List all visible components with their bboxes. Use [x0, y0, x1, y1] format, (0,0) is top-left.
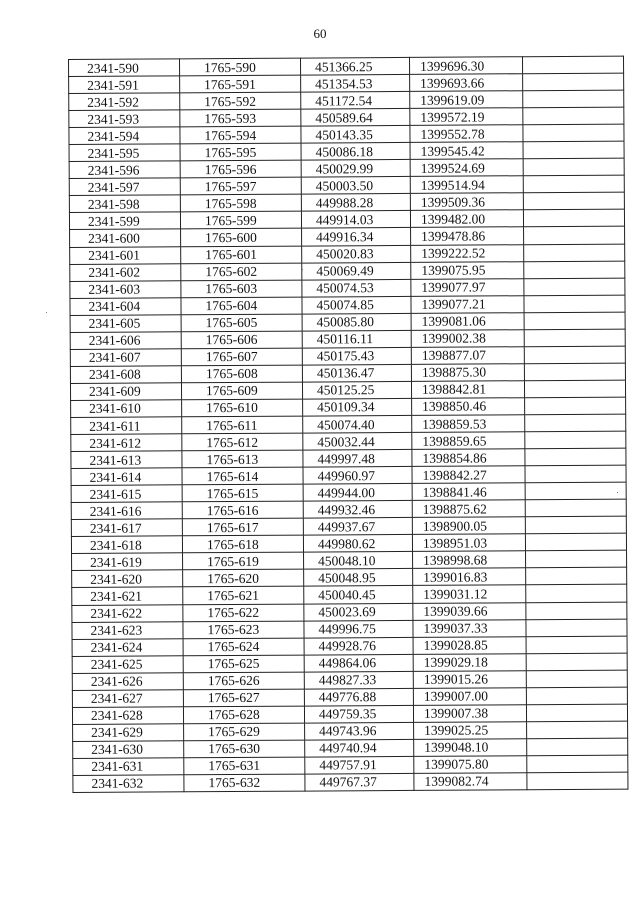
table-cell: 449864.06 — [304, 654, 413, 672]
table-cell — [526, 550, 627, 568]
table-cell — [524, 278, 625, 296]
table-cell — [525, 465, 626, 483]
table-cell: 2341-610 — [71, 400, 182, 418]
table-cell — [525, 448, 626, 466]
table-cell: 1399031.12 — [413, 585, 526, 603]
table-cell: 450175.43 — [302, 347, 411, 365]
table-cell: 1765-590 — [180, 58, 301, 76]
table-cell: 1765-626 — [183, 672, 304, 690]
table-cell: 1765-619 — [183, 552, 304, 570]
table-cell: 2341-628 — [72, 707, 183, 725]
scan-speck — [617, 492, 618, 493]
table-cell: 2341-613 — [71, 451, 182, 469]
table-cell: 1399478.86 — [411, 227, 524, 245]
table-cell: 1398842.81 — [411, 381, 524, 399]
table-cell: 2341-619 — [72, 553, 183, 571]
table-cell: 450125.25 — [302, 381, 411, 399]
table-cell: 451172.54 — [301, 92, 410, 110]
table-cell: 2341-620 — [72, 570, 183, 588]
table-cell: 1398859.65 — [412, 432, 525, 450]
table-cell: 1399025.25 — [414, 722, 527, 740]
table-cell: 1765-618 — [182, 535, 303, 553]
table-cell: 1765-607 — [181, 348, 302, 366]
table-cell — [525, 397, 626, 415]
table-cell — [522, 56, 623, 74]
table-cell: 2341-622 — [72, 604, 183, 622]
table-cell: 1399037.33 — [413, 619, 526, 637]
table-cell: 2341-594 — [69, 127, 180, 145]
table-cell: 450085.80 — [302, 313, 411, 331]
table-cell: 2341-626 — [72, 672, 183, 690]
table-cell: 1399696.30 — [409, 57, 522, 75]
table-cell: 2341-623 — [72, 621, 183, 639]
table-cell: 1765-593 — [180, 109, 301, 127]
table-cell: 1765-631 — [184, 757, 305, 775]
table-cell: 2341-595 — [69, 144, 180, 162]
table-body — [69, 56, 628, 792]
table-cell: 1765-596 — [180, 160, 301, 178]
table-cell: 1765-613 — [182, 450, 303, 468]
table-cell: 1398854.86 — [412, 449, 525, 467]
table-cell: 449997.48 — [303, 449, 412, 467]
table-cell — [523, 192, 624, 210]
table-cell: 449937.67 — [303, 518, 412, 536]
table-cell: 1765-632 — [184, 774, 305, 792]
table-cell: 1399552.78 — [410, 125, 523, 143]
table-cell: 1765-630 — [184, 740, 305, 758]
table-cell: 451354.53 — [301, 74, 410, 92]
table-cell: 1765-625 — [183, 655, 304, 673]
table-cell: 1399524.69 — [410, 159, 523, 177]
table-cell — [524, 261, 625, 279]
table-cell: 450136.47 — [302, 364, 411, 382]
table-cell — [524, 295, 625, 313]
table-cell: 2341-618 — [71, 536, 182, 554]
table-cell: 1765-594 — [180, 126, 301, 144]
table-cell — [525, 499, 626, 517]
table-cell: 1765-608 — [181, 365, 302, 383]
table-cell: 1765-595 — [180, 143, 301, 161]
table-cell — [527, 755, 628, 773]
table-cell: 1398875.30 — [411, 364, 524, 382]
table-cell: 2341-629 — [73, 724, 184, 742]
table-cell: 1765-616 — [182, 501, 303, 519]
table-cell: 450109.34 — [303, 398, 412, 416]
table-cell: 1399545.42 — [410, 142, 523, 160]
table-cell: 449932.46 — [303, 501, 412, 519]
table-cell: 450029.99 — [301, 160, 410, 178]
table-cell: 1765-627 — [183, 689, 304, 707]
table-cell: 449944.00 — [303, 484, 412, 502]
coordinates-table — [68, 56, 628, 793]
table-cell: 449996.75 — [304, 620, 413, 638]
table-cell: 1765-609 — [181, 382, 302, 400]
table-cell: 1399222.52 — [411, 244, 524, 262]
table-cell: 1398998.68 — [413, 551, 526, 569]
table-cell: 1765-620 — [183, 569, 304, 587]
table-cell: 1399029.18 — [413, 653, 526, 671]
table-cell: 1765-598 — [180, 194, 301, 212]
table-cell: 1399048.10 — [414, 739, 527, 757]
page-number: 60 — [313, 26, 327, 41]
table-cell: 450020.83 — [302, 245, 411, 263]
table-cell: 450048.95 — [304, 569, 413, 587]
table-cell: 450069.49 — [302, 262, 411, 280]
table-cell: 2341-627 — [72, 690, 183, 708]
table-cell — [525, 516, 626, 534]
table-cell: 1765-604 — [181, 297, 302, 315]
table-cell: 1765-606 — [181, 331, 302, 349]
table-cell: 2341-632 — [73, 775, 184, 793]
table-cell — [523, 90, 624, 108]
table-cell: 1765-622 — [183, 604, 304, 622]
table-cell: 2341-592 — [69, 93, 180, 111]
table-cell: 2341-607 — [70, 349, 181, 367]
table-cell: 1398951.03 — [412, 534, 525, 552]
table-cell: 450032.44 — [303, 432, 412, 450]
table-cell: 450116.11 — [302, 330, 411, 348]
table-cell: 2341-621 — [72, 587, 183, 605]
table-cell: 2341-631 — [73, 758, 184, 776]
table-cell: 1399514.94 — [410, 176, 523, 194]
table-cell: 449743.96 — [305, 722, 414, 740]
table-cell: 2341-624 — [72, 638, 183, 656]
table-cell: 1765-611 — [182, 416, 303, 434]
table-cell — [525, 431, 626, 449]
table-cell: 1398841.46 — [412, 483, 525, 501]
table-cell: 449776.88 — [304, 688, 413, 706]
table-cell: 1399075.80 — [414, 756, 527, 774]
table-cell: 2341-616 — [71, 502, 182, 520]
table-cell — [526, 670, 627, 688]
table-cell — [526, 704, 627, 722]
table-cell — [526, 619, 627, 637]
table-cell: 2341-601 — [70, 246, 181, 264]
table-cell: 1765-599 — [180, 211, 301, 229]
table-cell: 449916.34 — [302, 228, 411, 246]
table-cell — [526, 687, 627, 705]
table-cell: 449980.62 — [303, 535, 412, 553]
table-cell: 1399007.38 — [413, 704, 526, 722]
table-cell: 449759.35 — [304, 705, 413, 723]
table-cell — [523, 141, 624, 159]
table-cell: 449960.97 — [303, 467, 412, 485]
table-cell: 1399015.26 — [413, 670, 526, 688]
table-cell: 1399693.66 — [410, 74, 523, 92]
table-cell: 1399028.85 — [413, 636, 526, 654]
table-cell: 1399509.36 — [410, 193, 523, 211]
table-cell — [523, 107, 624, 125]
table-cell: 1765-628 — [183, 706, 304, 724]
table-cell: 449914.03 — [301, 211, 410, 229]
table-cell: 450074.53 — [302, 279, 411, 297]
table-cell — [523, 210, 624, 228]
table-cell: 1765-605 — [181, 314, 302, 332]
table-cell — [524, 363, 625, 381]
table-cell: 1765-612 — [182, 433, 303, 451]
table-cell: 1399482.00 — [410, 210, 523, 228]
table-cell: 2341-603 — [70, 280, 181, 298]
table-cell: 2341-612 — [71, 434, 182, 452]
table-cell: 2341-591 — [69, 76, 180, 94]
table-cell: 1765-592 — [180, 92, 301, 110]
table-cell: 2341-596 — [69, 161, 180, 179]
table-cell: 1398842.27 — [412, 466, 525, 484]
table-cell: 449988.28 — [301, 194, 410, 212]
table-cell — [526, 636, 627, 654]
table-cell: 1399002.38 — [411, 329, 524, 347]
table-cell: 450048.10 — [304, 552, 413, 570]
table-cell: 1765-621 — [183, 587, 304, 605]
table-cell — [523, 158, 624, 176]
table-cell — [524, 312, 625, 330]
table-cell: 2341-597 — [69, 178, 180, 196]
table-cell: 1399077.21 — [411, 295, 524, 313]
table-cell — [525, 482, 626, 500]
table-cell: 1765-615 — [182, 484, 303, 502]
table-cell: 1398859.53 — [412, 415, 525, 433]
table-cell — [526, 585, 627, 603]
table-cell: 1399077.97 — [411, 278, 524, 296]
table-cell: 2341-605 — [70, 315, 181, 333]
scan-speck — [302, 269, 303, 270]
table-cell: 2341-614 — [71, 468, 182, 486]
table-cell — [524, 346, 625, 364]
table-cell — [524, 380, 625, 398]
table-cell: 1399039.66 — [413, 602, 526, 620]
table-cell: 1765-603 — [181, 280, 302, 298]
table-cell: 450023.69 — [304, 603, 413, 621]
table-cell — [525, 414, 626, 432]
table-cell: 450086.18 — [301, 143, 410, 161]
table-cell — [526, 653, 627, 671]
table-cell: 2341-602 — [70, 263, 181, 281]
table-cell: 2341-593 — [69, 110, 180, 128]
table-cell — [524, 244, 625, 262]
table-cell: 450074.40 — [303, 415, 412, 433]
table-cell: 450040.45 — [304, 586, 413, 604]
table-cell: 1765-600 — [181, 229, 302, 247]
table-cell: 1399572.19 — [410, 108, 523, 126]
table-cell — [526, 602, 627, 620]
table-row — [73, 772, 628, 792]
table-cell: 2341-598 — [69, 195, 180, 213]
table-cell: 1399081.06 — [411, 312, 524, 330]
table-cell: 1765-610 — [182, 399, 303, 417]
table-cell: 1398850.46 — [412, 398, 525, 416]
table-cell: 2341-604 — [70, 297, 181, 315]
table-cell — [527, 738, 628, 756]
table-cell: 2341-599 — [69, 212, 180, 230]
table-cell: 1765-602 — [181, 263, 302, 281]
table-cell — [523, 124, 624, 142]
table-cell: 2341-625 — [72, 655, 183, 673]
table-cell: 1399007.00 — [413, 687, 526, 705]
table-cell: 2341-609 — [70, 383, 181, 401]
table-cell: 1765-623 — [183, 621, 304, 639]
table-cell: 449757.91 — [305, 756, 414, 774]
table-cell — [523, 73, 624, 91]
table-cell: 1399016.83 — [413, 568, 526, 586]
table-cell: 1398875.62 — [412, 500, 525, 518]
table-cell: 451366.25 — [300, 57, 409, 75]
table-cell: 1398900.05 — [412, 517, 525, 535]
table-cell: 2341-617 — [71, 519, 182, 537]
table-cell: 1398877.07 — [411, 347, 524, 365]
table-cell: 450143.35 — [301, 126, 410, 144]
table-cell: 1765-629 — [184, 723, 305, 741]
table-cell: 449827.33 — [304, 671, 413, 689]
table-cell — [523, 175, 624, 193]
table-cell: 449767.37 — [305, 773, 414, 791]
table-cell: 450074.85 — [302, 296, 411, 314]
table-cell: 1399619.09 — [410, 91, 523, 109]
table-cell: 1765-601 — [181, 246, 302, 264]
scan-speck — [46, 312, 47, 313]
table-cell: 1765-617 — [182, 518, 303, 536]
table-cell: 2341-590 — [69, 59, 180, 77]
table-cell: 1399082.74 — [414, 773, 527, 791]
table-cell — [526, 568, 627, 586]
table-cell: 2341-615 — [71, 485, 182, 503]
table-cell: 1765-614 — [182, 467, 303, 485]
table-cell: 2341-630 — [73, 741, 184, 759]
table-cell — [525, 533, 626, 551]
table-cell: 449928.76 — [304, 637, 413, 655]
table-cell: 449740.94 — [305, 739, 414, 757]
table-cell: 2341-606 — [70, 332, 181, 350]
table-cell: 1765-597 — [180, 177, 301, 195]
table-cell: 2341-600 — [70, 229, 181, 247]
table-cell — [527, 721, 628, 739]
table-cell — [524, 329, 625, 347]
table-cell — [527, 772, 628, 790]
table-cell: 450589.64 — [301, 109, 410, 127]
table-cell: 1765-624 — [183, 638, 304, 656]
table-cell: 2341-608 — [70, 366, 181, 384]
table-cell: 450003.50 — [301, 177, 410, 195]
table-cell — [524, 227, 625, 245]
table-cell: 2341-611 — [71, 417, 182, 435]
table-cell: 1399075.95 — [411, 261, 524, 279]
table-cell: 1765-591 — [180, 75, 301, 93]
